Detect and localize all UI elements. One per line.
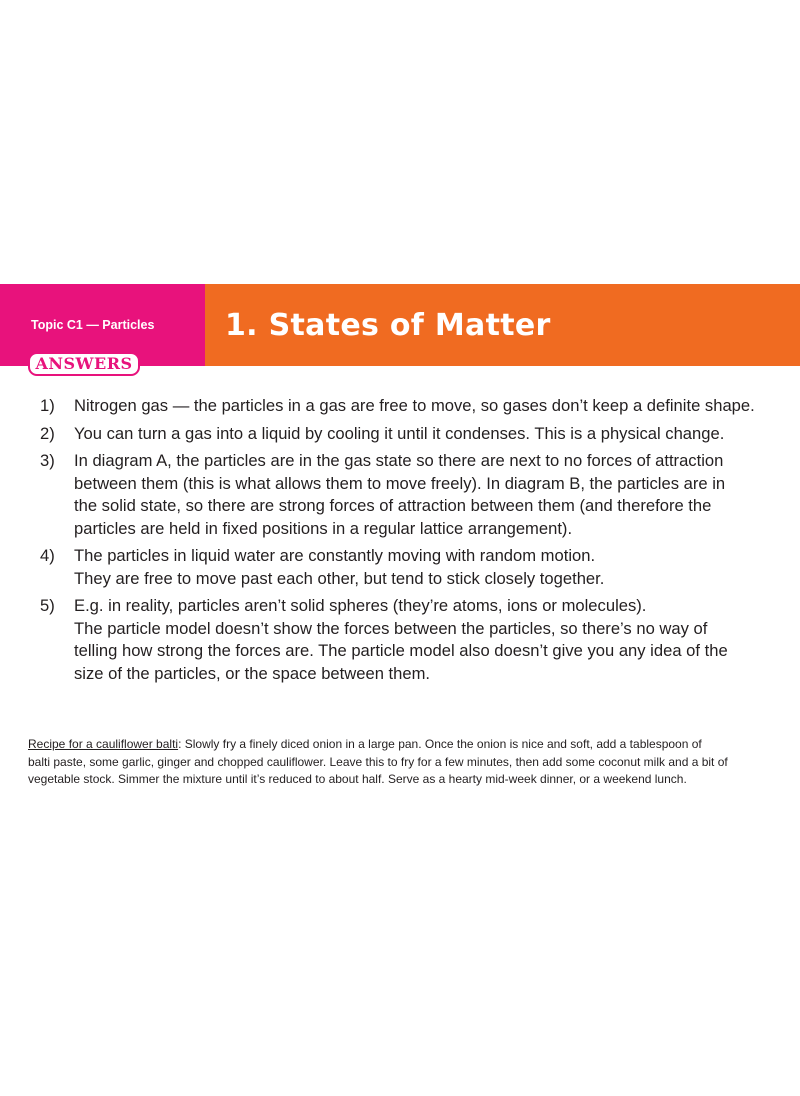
recipe-line: balti paste, some garlic, ginger and chopped cauliflower. Leave this to fry for a few minutes, then add some coconut milk and a bit of xyxy=(28,754,728,769)
answer-number: 1) xyxy=(40,396,55,415)
answer-line: E.g. in reality, particles aren’t solid spheres (they’re atoms, ions or molecules). xyxy=(74,596,647,615)
answer-text xyxy=(74,450,780,540)
answer-number: 4) xyxy=(40,546,55,565)
answer-line: size of the particles, or the space between them. xyxy=(74,663,431,683)
answer-line: the solid state, so there are strong forces of attraction between them (and therefore the xyxy=(74,496,712,515)
recipe-note xyxy=(28,736,788,789)
title-box xyxy=(205,284,800,366)
answer-text xyxy=(74,423,780,446)
answer-item-4 xyxy=(40,545,780,590)
answer-text xyxy=(74,595,780,685)
recipe-line xyxy=(28,736,788,754)
answer-line: telling how strong the forces are. The particle model also doesn’t give you any idea of the xyxy=(74,641,728,660)
answer-line: The particle model doesn’t show the forces between the particles, so there’s no way of xyxy=(74,618,708,638)
answer-number: 5) xyxy=(40,596,55,615)
answers-list xyxy=(40,395,780,690)
recipe-line: vegetable stock. Simmer the mixture until it’s reduced to about half. Serve as a hearty mid-week dinner, or a weekend lunch. xyxy=(28,772,687,786)
answer-line: Nitrogen gas — the particles in a gas are free to move, so gases don’t keep a definite shape. xyxy=(74,396,755,415)
answer-text xyxy=(74,545,780,590)
page-title: 1. States of Matter xyxy=(225,308,551,343)
answer-number: 3) xyxy=(40,451,55,470)
answer-line: between them (this is what allows them to move freely). In diagram B, the particles are in xyxy=(74,473,726,493)
answer-line: In diagram A, the particles are in the gas state so there are next to no forces of attraction xyxy=(74,451,724,470)
answer-item-3 xyxy=(40,450,780,540)
answer-item-1 xyxy=(40,395,780,418)
recipe-text: : Slowly fry a finely diced onion in a large pan. Once the onion is nice and soft, add a tablespoon of xyxy=(178,737,702,751)
answer-line: They are free to move past each other, but tend to stick closely together. xyxy=(74,568,605,588)
topic-label: Topic C1 — Particles xyxy=(31,318,155,332)
answer-line: You can turn a gas into a liquid by cooling it until it condenses. This is a physical change. xyxy=(74,423,725,443)
answer-item-2 xyxy=(40,423,780,446)
answers-badge-label: ANSWERS xyxy=(35,354,133,373)
answer-line: particles are held in fixed positions in a regular lattice arrangement). xyxy=(74,518,573,538)
answers-badge xyxy=(28,352,140,376)
answer-number: 2) xyxy=(40,423,55,443)
answer-item-5 xyxy=(40,595,780,685)
recipe-label: Recipe for a cauliflower balti xyxy=(28,737,179,751)
answer-line: The particles in liquid water are constantly moving with random motion. xyxy=(74,546,596,565)
answer-text xyxy=(74,395,780,418)
